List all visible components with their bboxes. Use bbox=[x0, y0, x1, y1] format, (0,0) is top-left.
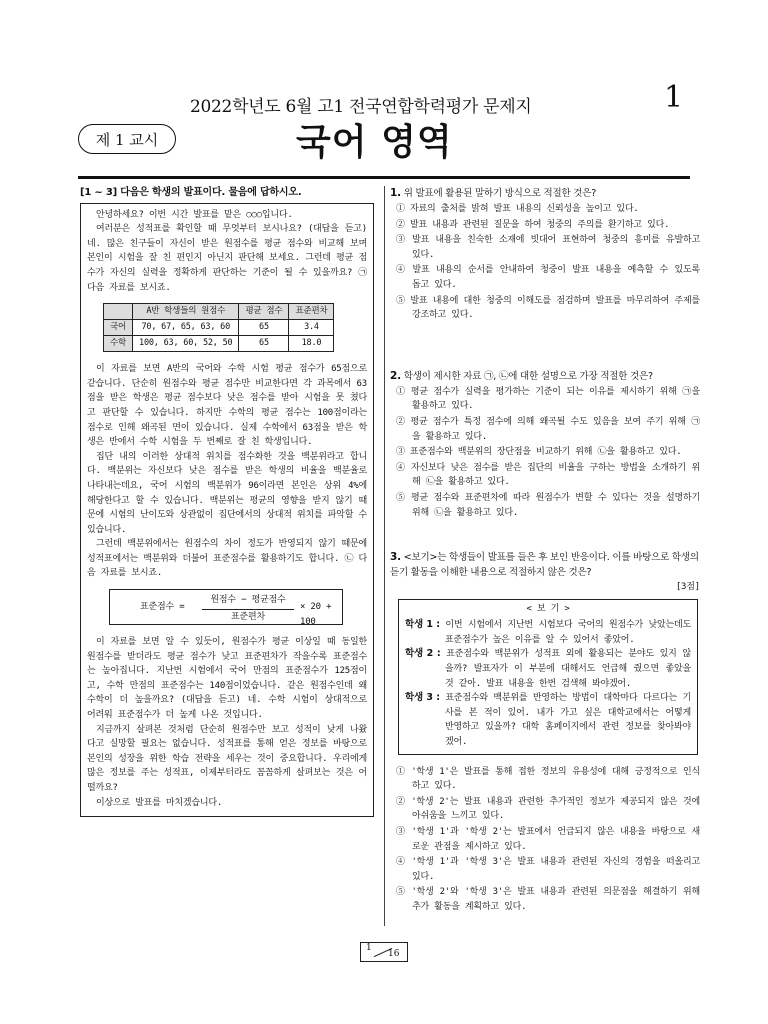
formula-lhs: 표준점수 = bbox=[140, 602, 185, 613]
formula-rhs: × 20 + 100 bbox=[300, 602, 332, 627]
answer-choice[interactable]: ④ '학생 1'과 '학생 3'은 발표 내용과 관련된 자신의 경험을 떠올리고 있다. bbox=[396, 857, 700, 882]
table-row bbox=[104, 320, 334, 336]
formula-box bbox=[109, 589, 343, 625]
passage-paragraph: 그런데 백분위에서는 원점수의 차이 정도가 반영되지 않기 때문에 성적표에서는 백분위와 더불어 표준점수를 활용하기도 합니다. ㉡ 다음 자료를 보시죠. bbox=[87, 539, 367, 579]
question-2 bbox=[390, 369, 700, 520]
answer-choice[interactable]: ③ 표준점수와 백분위의 장단점을 비교하기 위해 ㉡을 활용하고 있다. bbox=[396, 447, 682, 458]
answer-choice[interactable]: ④ 발표 내용의 순서를 안내하여 청중이 발표 내용을 예측할 수 있도록 돕고 있다. bbox=[396, 265, 700, 290]
bogi-label: 학생 1 : bbox=[405, 619, 440, 631]
answer-choice[interactable]: ④ 자신보다 낮은 점수를 받은 집단의 비율을 구하는 방법을 소개하기 위해 ㉡을 활용하고 있다. bbox=[396, 462, 700, 488]
bogi-label: 학생 3 : bbox=[405, 692, 440, 704]
passage-paragraph: 지금까지 살펴본 것처럼 단순히 원점수만 보고 성적이 낮게 나왔다고 실망할 필요는 없습니다. 성적표를 통해 얻은 정보를 바탕으로 본인의 성장을 위한 학습 전략을 세우는 것이 중요합니다. 우리에게 많은 정보를 주는 성적표, 이제부터라도 꼼꼼하게 살펴보는 것은 어떨까요? bbox=[87, 724, 367, 793]
formula-fraction bbox=[202, 593, 294, 624]
answer-choice[interactable]: ② 발표 내용과 관련된 질문을 하여 청중의 주의를 환기하고 있다. bbox=[396, 219, 670, 230]
exam-title: 2022학년도 6월 고1 전국연합학력평가 문제지 bbox=[190, 97, 532, 117]
table-cell: 70, 67, 65, 63, 60 bbox=[133, 320, 239, 336]
formula-denominator: 표준편차 bbox=[231, 611, 265, 622]
question-text: <보기>는 학생들이 발표를 들은 후 보인 반응이다. 이를 바탕으로 학생의 듣기 활동을 이해한 내용으로 적절하지 않은 것은? bbox=[390, 552, 699, 579]
bogi-text: 표준점수와 백분위가 성적표 외에 활용되는 분야도 있지 않을까? 발표자가 이 부분에 대해서도 언급해 줬으면 좋았을 것 같아. 발표 내용을 한번 검색해 봐야겠어. bbox=[445, 649, 691, 689]
passage-paragraph: 집단 내의 이러한 상대적 위치를 점수화한 것을 백분위라고 합니다. 백분위는 자신보다 낮은 점수를 받은 학생의 비율을 백분율로 나타내는데요, 국어 시험의 백분위가 96이라면 본인은 상위 4%에 해당한다고 할 수 있습니다. 백분위는 평균의 영향을 받지 않기 때문에 시험의 난이도와 상관없이 집단에서의 상대적 위치를 파악할 수 있습니다. bbox=[87, 451, 367, 535]
question-number: 3. bbox=[390, 551, 401, 564]
column-divider bbox=[384, 186, 385, 926]
passage-paragraph: 여러분은 성적표를 확인할 때 무엇부터 보시나요? (대답을 듣고) 네. 많은 친구들이 자신이 받은 원점수를 평균 점수와 비교해 보며 본인이 시험을 잘 친 편인지 아닌지 판단해 보세요. 그런데 평균 점수가 자신의 실력을 정확하게 판단하는 기준이 될 수 있을까요? ㉠ 다음 자료를 보시죠. bbox=[87, 224, 367, 293]
table-header bbox=[104, 304, 133, 320]
bogi-item bbox=[405, 691, 691, 749]
answer-choice[interactable]: ⑤ 발표 내용에 대한 청중의 이해도를 점검하며 발표를 마무리하여 주제를 강조하고 있다. bbox=[396, 295, 700, 321]
passage-paragraph: 이상으로 발표를 마치겠습니다. bbox=[96, 797, 223, 808]
answer-choice[interactable]: ① '학생 1'은 발표를 통해 접한 정보의 유용성에 대해 긍정적으로 인식하고 있다. bbox=[396, 766, 700, 792]
bogi-text: 표준점수와 백분위를 반영하는 방법이 대학마다 다르다는 기사를 본 적이 있어. 내가 가고 싶은 대학교에서는 어떻게 반영하고 있을까? 대학 홈페이지에서 관련 정보를 찾아봐야겠어. bbox=[445, 693, 691, 748]
footer-total-pages: 16 bbox=[388, 949, 400, 959]
right-column bbox=[390, 186, 700, 917]
table-header: 평균 점수 bbox=[239, 304, 289, 320]
answer-choice[interactable]: ① 평균 점수가 실력을 평가하는 기준이 되는 이유를 제시하기 위해 ㉠을 활용하고 있다. bbox=[396, 386, 700, 412]
question-text: 위 발표에 활용된 말하기 방식으로 적절한 것은? bbox=[403, 188, 597, 199]
header-rule bbox=[78, 176, 690, 179]
score-table bbox=[103, 303, 334, 352]
answer-choice[interactable]: ③ '학생 1'과 '학생 2'는 발표에서 언급되지 않은 내용을 바탕으로 새로운 관점을 제시하고 있다. bbox=[396, 827, 700, 852]
table-cell: 수학 bbox=[104, 336, 133, 352]
page-number: 1 bbox=[664, 80, 684, 115]
question-text: 학생이 제시한 자료 ㉠, ㉡에 대한 설명으로 가장 적절한 것은? bbox=[403, 370, 653, 382]
passage-box bbox=[80, 203, 374, 818]
bogi-text: 이번 시험에서 지난번 시험보다 국어의 원점수가 낮았는데도 표준점수가 높은 이유를 알 수 있어서 좋았어. bbox=[445, 620, 691, 645]
bogi-label: 학생 2 : bbox=[405, 648, 441, 660]
question-stem bbox=[390, 186, 700, 201]
answer-choice[interactable]: ① 자료의 출처를 밝혀 발표 내용의 신뢰성을 높이고 있다. bbox=[396, 204, 639, 214]
table-header: A반 학생들의 원점수 bbox=[133, 304, 239, 320]
question-1 bbox=[390, 186, 700, 323]
question-stem bbox=[390, 369, 700, 384]
points-label: [3점] bbox=[675, 582, 700, 593]
question-stem bbox=[390, 550, 700, 580]
answer-choice[interactable]: ⑤ '학생 2'와 '학생 3'은 발표 내용과 관련된 의문점을 해결하기 위해 추가 활동을 계획하고 있다. bbox=[396, 887, 700, 912]
answer-choice[interactable]: ③ 발표 내용을 친숙한 소재에 빗대어 표현하여 청중의 흥미를 유발하고 있다. bbox=[396, 235, 700, 260]
passage-heading: [1 ~ 3] 다음은 학생의 발표이다. 물음에 답하시오. bbox=[80, 187, 302, 198]
question-number: 2. bbox=[390, 369, 401, 382]
bogi-box bbox=[398, 599, 698, 755]
answer-choice[interactable]: ② 평균 점수가 특정 점수에 의해 왜곡될 수도 있음을 보여 주기 위해 ㉠을 활용하고 있다. bbox=[396, 416, 700, 442]
passage-paragraph: 이 자료를 보면 A반의 국어와 수학 시험 평균 점수가 65점으로 같습니다. 단순히 원점수와 평균 점수만 비교한다면 각 과목에서 63점을 받은 학생은 평균 점수보다 낮은 점수를 받아 시험을 못 쳤다고 판단할 수 있습니다. 하지만 수학의 평균 점수는 100점이라는 점수로 인해 왜곡된 면이 있습니다. 실제 수학에서 63점을 받은 학생은 반에서 수학 시험을 두 번째로 잘 친 학생입니다. bbox=[87, 364, 367, 448]
formula-numerator: 원점수 − 평균점수 bbox=[202, 593, 294, 610]
left-column bbox=[80, 186, 378, 817]
footer-current-page: 1 bbox=[366, 943, 372, 953]
session-badge: 제 1 교시 bbox=[78, 124, 176, 154]
answer-choice[interactable]: ⑤ 평균 점수와 표준편차에 따라 원점수가 변할 수 있다는 것을 설명하기 위해 ㉡을 활용하고 있다. bbox=[396, 492, 700, 518]
bogi-title: < 보 기 > bbox=[526, 603, 570, 614]
table-cell: 100, 63, 60, 52, 50 bbox=[133, 336, 239, 352]
answer-choice[interactable]: ② '학생 2'는 발표 내용과 관련한 추가적인 정보가 제공되지 않은 것에 아쉬움을 느끼고 있다. bbox=[396, 796, 700, 822]
table-cell: 3.4 bbox=[289, 320, 334, 336]
bogi-item bbox=[405, 618, 691, 647]
bogi-item bbox=[405, 647, 691, 691]
question-3 bbox=[390, 550, 700, 914]
table-cell: 65 bbox=[239, 336, 289, 352]
passage-paragraph: 이 자료를 보면 알 수 있듯이, 원점수가 평균 이상일 때 동일한 원점수를 받더라도 평균 점수가 낮고 표준편차가 작을수록 표준점수는 높아집니다. 지난번 시험에서 국어 만점의 표준점수가 125점이고, 수학 만점의 표준점수는 140점이었습니다. 같은 원점수인데 왜 수학이 더 높을까요? (대답을 듣고) 네. 수학 시험이 상대적으로 어려워 표준점수가 더 높게 나온 것입니다. bbox=[87, 637, 367, 721]
subject-title: 국어 영역 bbox=[296, 121, 453, 163]
table-cell: 18.0 bbox=[289, 336, 334, 352]
question-number: 1. bbox=[390, 187, 401, 199]
table-cell: 국어 bbox=[104, 320, 133, 336]
table-cell: 65 bbox=[239, 320, 289, 336]
passage-paragraph: 안녕하세요? 이번 시간 발표를 맡은 ○○○입니다. bbox=[96, 209, 293, 220]
table-header: 표준편차 bbox=[289, 304, 334, 320]
table-row bbox=[104, 336, 334, 352]
footer-page-indicator bbox=[360, 942, 408, 962]
